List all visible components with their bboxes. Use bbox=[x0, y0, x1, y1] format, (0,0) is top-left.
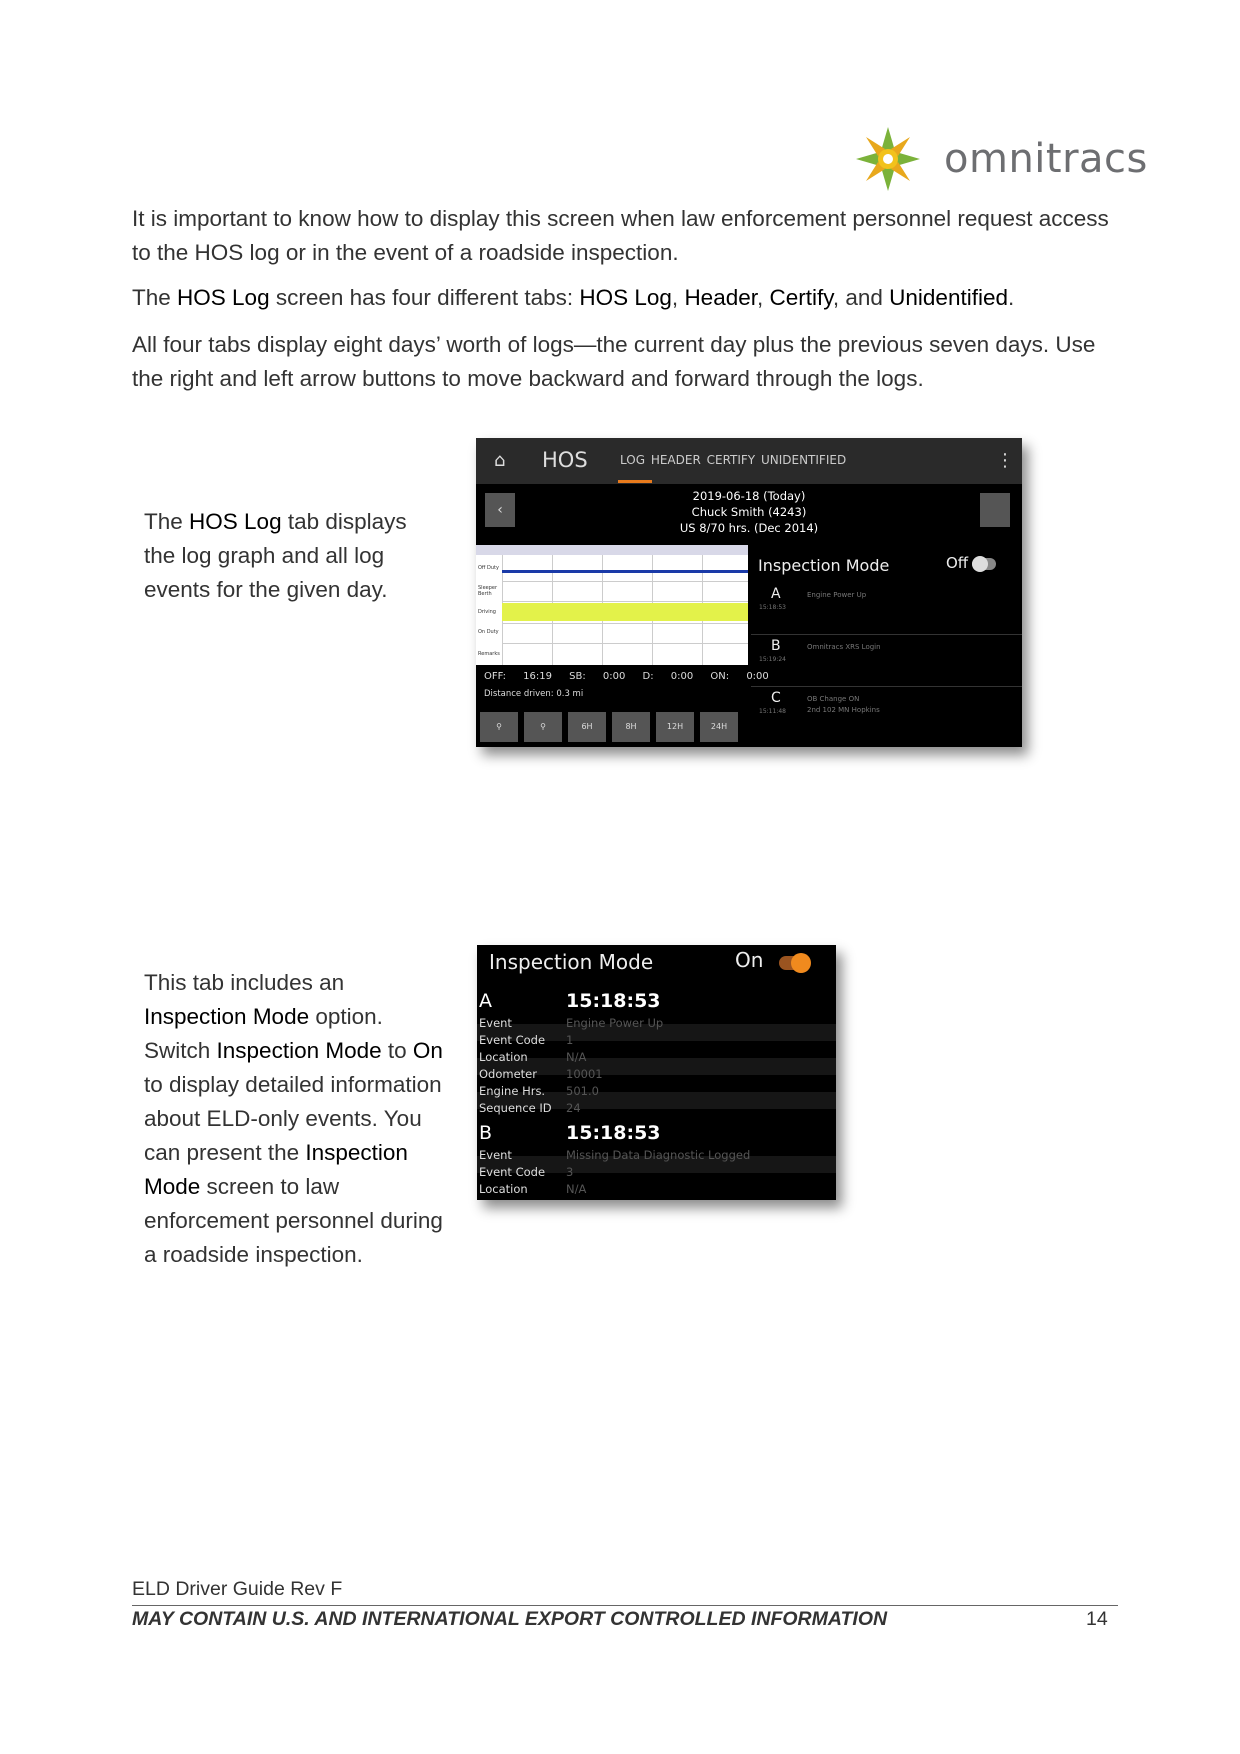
hos-log-description bbox=[144, 505, 434, 607]
graph-row-line bbox=[502, 643, 748, 644]
graph-row-line bbox=[502, 601, 748, 602]
inspection-mode-label: Inspection Mode bbox=[758, 556, 890, 575]
field-value: Engine Power Up bbox=[566, 1016, 664, 1030]
toggle-knob bbox=[972, 556, 988, 572]
graph-hour-strip bbox=[476, 545, 748, 555]
inspection-mode-state: Off bbox=[946, 554, 969, 572]
intro-text: screen has four different tabs: bbox=[269, 285, 580, 310]
zoom-in-button[interactable]: ⚲ bbox=[524, 712, 562, 742]
field-value: 501.0 bbox=[566, 1084, 599, 1098]
field-value: 10001 bbox=[566, 1067, 603, 1081]
event-letter: A bbox=[771, 586, 781, 602]
logo-text: omnitracs bbox=[944, 136, 1148, 182]
intro-paragraph-2 bbox=[132, 281, 1112, 315]
page-number: 14 bbox=[1086, 1608, 1108, 1630]
log-date-header bbox=[476, 488, 1022, 536]
zoom-24h-button[interactable]: 24H bbox=[700, 712, 738, 742]
graph-row-line bbox=[502, 623, 748, 624]
zoom-out-button[interactable]: ⚲ bbox=[480, 712, 518, 742]
duty-totals: OFF: 16:19 SB: 0:00 D: 0:00 ON: 0:00 bbox=[484, 671, 769, 682]
event-letter: B bbox=[771, 638, 781, 654]
field-label: Event bbox=[479, 1148, 512, 1162]
inspection-mode-screenshot bbox=[477, 945, 836, 1200]
desc-text: to display detailed information about ELD-only events. You can present the bbox=[144, 1072, 442, 1165]
graph-row-label: Sleeper Berth bbox=[478, 585, 498, 597]
intro-term: Header bbox=[684, 285, 757, 310]
graph-row-label: Remarks bbox=[478, 651, 500, 657]
more-options-icon[interactable]: ⋮ bbox=[996, 450, 1014, 471]
field-label: Event Code bbox=[479, 1165, 546, 1179]
home-icon[interactable]: ⌂ bbox=[494, 450, 506, 471]
field-label: Location bbox=[479, 1050, 528, 1064]
field-label: Odometer bbox=[479, 1067, 537, 1081]
inspection-mode-toggle[interactable] bbox=[779, 956, 807, 970]
desc-text: option. Switch bbox=[144, 1004, 383, 1063]
toggle-knob bbox=[791, 953, 811, 973]
distance-driven: Distance driven: 0.3 mi bbox=[484, 689, 584, 699]
field-value: Missing Data Diagnostic Logged bbox=[566, 1148, 751, 1162]
field-value: 24 bbox=[566, 1101, 581, 1115]
event-time: 15:18:53 bbox=[759, 604, 786, 611]
log-event-row[interactable] bbox=[751, 582, 1022, 635]
desc-text: This tab includes an bbox=[144, 970, 345, 995]
hos-log-screenshot bbox=[476, 438, 1022, 747]
graph-row-label: Driving bbox=[478, 609, 496, 615]
intro-text: It is important to know how to display this screen when law enforcement personnel request access to the HOS log or in the event of a roadside inspection. bbox=[132, 206, 1109, 265]
active-tab-indicator bbox=[618, 480, 652, 483]
intro-term: Certify bbox=[769, 285, 833, 310]
intro-text: . bbox=[1007, 285, 1015, 310]
intro-term: Unidentified bbox=[889, 285, 1008, 310]
log-event-row[interactable] bbox=[751, 634, 1022, 687]
field-value: 1 bbox=[566, 1033, 574, 1047]
desc-text: tab displays the log graph and all log events for the given day. bbox=[144, 509, 407, 602]
desc-term: On bbox=[412, 1038, 443, 1063]
field-label: Event bbox=[479, 1016, 512, 1030]
intro-term: HOS Log bbox=[579, 285, 672, 310]
intro-text: All four tabs display eight days’ worth of logs—the current day plus the previous seven days. Use the right and left arrow buttons to move backward and forward through the logs. bbox=[132, 332, 1096, 391]
field-value: N/A bbox=[566, 1182, 587, 1196]
field-label: Sequence ID bbox=[479, 1101, 552, 1115]
footer-export-notice: MAY CONTAIN U.S. AND INTERNATIONAL EXPORT CONTROLLED INFORMATION bbox=[132, 1608, 888, 1630]
desc-term: Inspection Mode bbox=[144, 1140, 408, 1199]
log-date: 2019-06-18 (Today) bbox=[692, 489, 806, 503]
graph-row-line bbox=[502, 581, 748, 582]
inspection-event-a bbox=[477, 990, 836, 1115]
intro-text: , and bbox=[832, 285, 890, 310]
log-event-row[interactable] bbox=[751, 686, 1022, 738]
event-time: 15:18:53 bbox=[566, 990, 661, 1012]
intro-text: , bbox=[757, 285, 770, 310]
event-time: 15:11:48 bbox=[759, 708, 786, 715]
desc-text: screen to law enforcement personnel during a roadside inspection. bbox=[144, 1174, 443, 1267]
log-graph bbox=[476, 545, 748, 665]
event-description: Omnitracs XRS Login bbox=[807, 643, 881, 651]
zoom-6h-button[interactable]: 6H bbox=[568, 712, 606, 742]
field-value: 3 bbox=[566, 1165, 574, 1179]
previous-day-button[interactable]: ‹ bbox=[485, 493, 515, 527]
screen-title: HOS bbox=[542, 448, 588, 472]
event-time: 15:18:53 bbox=[566, 1122, 661, 1144]
off-duty-line bbox=[502, 570, 748, 573]
omnitracs-logo-icon bbox=[852, 124, 932, 194]
inspection-event-b bbox=[477, 1122, 836, 1200]
intro-text: , bbox=[671, 285, 685, 310]
desc-text: The bbox=[144, 509, 190, 534]
field-label: Location bbox=[479, 1182, 528, 1196]
inspection-mode-title: Inspection Mode bbox=[489, 950, 654, 974]
event-description: OB Change ON 2nd 102 MN Hopkins bbox=[807, 695, 880, 714]
inspection-mode-state: On bbox=[735, 948, 764, 972]
graph-row-label: On Duty bbox=[478, 629, 499, 635]
rule-set: US 8/70 hrs. (Dec 2014) bbox=[679, 521, 819, 535]
inspection-mode-toggle[interactable] bbox=[972, 558, 996, 570]
event-time: 15:19:24 bbox=[759, 656, 786, 663]
zoom-12h-button[interactable]: 12H bbox=[656, 712, 694, 742]
event-description: Engine Power Up bbox=[807, 591, 867, 599]
intro-text: The bbox=[132, 285, 178, 310]
desc-term: Inspection Mode bbox=[144, 1004, 310, 1029]
intro-paragraph-3 bbox=[132, 328, 1122, 396]
intro-paragraph-1 bbox=[132, 202, 1112, 270]
driver-name: Chuck Smith (4243) bbox=[691, 505, 807, 519]
event-letter: A bbox=[479, 990, 492, 1012]
footer-guide-title: ELD Driver Guide Rev F bbox=[132, 1578, 343, 1600]
field-value: N/A bbox=[566, 1050, 587, 1064]
inspection-mode-description bbox=[144, 966, 444, 1272]
footer-divider bbox=[132, 1605, 1118, 1606]
driving-band bbox=[502, 603, 748, 621]
event-letter: C bbox=[771, 690, 781, 706]
desc-text: to bbox=[381, 1038, 413, 1063]
graph-row-label: Off Duty bbox=[478, 565, 499, 571]
tab-strip[interactable]: LOG HEADER CERTIFY UNIDENTIFIED bbox=[620, 453, 847, 467]
event-letter: B bbox=[479, 1122, 493, 1144]
field-label: Event Code bbox=[479, 1033, 546, 1047]
zoom-8h-button[interactable]: 8H bbox=[612, 712, 650, 742]
desc-term: Inspection Mode bbox=[216, 1038, 382, 1063]
field-label: Engine Hrs. bbox=[479, 1084, 546, 1098]
intro-term: HOS Log bbox=[177, 285, 270, 310]
desc-term: HOS Log bbox=[189, 509, 282, 534]
